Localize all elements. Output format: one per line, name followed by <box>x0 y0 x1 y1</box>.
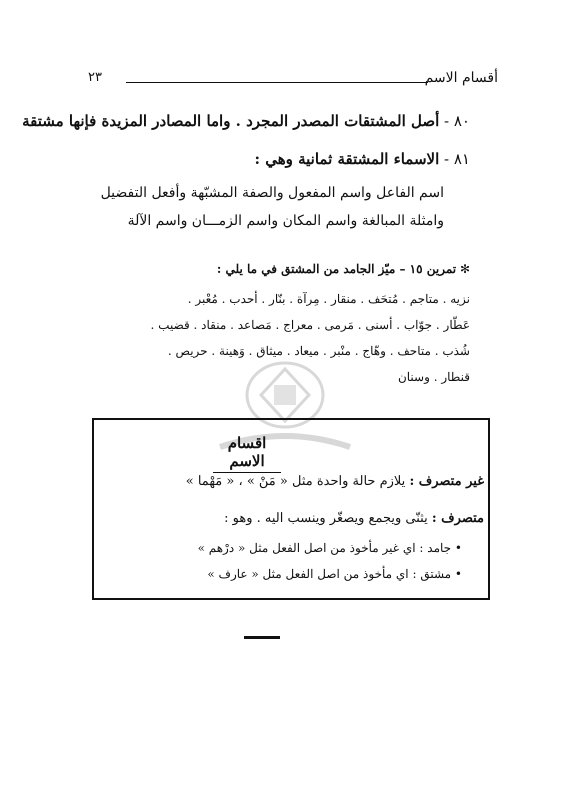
mushtaq-label: مشتق : <box>412 567 452 581</box>
section-80-number: ٨٠ - <box>444 112 470 130</box>
mutasarrif-label: متصرف : <box>431 511 484 526</box>
mushtaq-text: اي مأخوذ من اصل الفعل مثل « عارف » <box>207 567 409 581</box>
exercise-row: عَطّار . جوّاب . أسنى . مَرمى . معراج . مَصاعد . منقاد . قضيب . <box>150 318 470 332</box>
running-title: أقسام الاسم <box>424 70 498 86</box>
section-81-title: الاسماء المشتقة ثمانية وهي : <box>254 150 440 168</box>
exercise-heading-text: تمرين ١٥ – ميّز الجامد من المشتق في ما يلي : <box>216 262 457 276</box>
section-81-heading <box>254 150 470 168</box>
ghair-text: يلازم حالة واحدة مثل « مَنْ » ، « مَهْما » <box>185 474 406 489</box>
box-ghair-mutasarrif <box>186 474 484 489</box>
exercise-heading <box>217 262 470 276</box>
jamid-text: اي غير مأخوذ من اصل الفعل مثل « درْهم » <box>197 541 416 555</box>
box-jamid <box>198 541 462 555</box>
jamid-label: جامد : <box>419 541 452 555</box>
bullet-icon: • <box>454 567 462 581</box>
header-rule <box>126 82 428 83</box>
section-81-number: ٨١ - <box>444 150 470 168</box>
exercise-row: قنطار . وسنان <box>397 370 470 384</box>
page-header <box>88 70 498 92</box>
bullet-icon: • <box>454 541 462 555</box>
box-mutasarrif <box>224 511 484 526</box>
exercise-row: نزيه . متاجم . مُتحَف . منقار . مِرآة . بنّار . أحدب . مُعْبر . <box>187 292 470 306</box>
box-title: اقسام الاسم <box>213 434 281 473</box>
section-80-text: أصل المشتقات المصدر المجرد . واما المصادر المزيدة فإنها مشتقة <box>22 112 440 130</box>
mutasarrif-text: يثنّى ويجمع ويصغّر وينسب اليه . وهو : <box>224 511 428 526</box>
section-80 <box>22 112 470 130</box>
section-81-line1: اسم الفاعل واسم المفعول والصفة المشبّهة وأفعل التفضيل <box>100 185 444 201</box>
box-mushtaq <box>207 567 462 581</box>
page-number: ٢٣ <box>88 70 102 85</box>
ghair-label: غير متصرف : <box>409 474 484 489</box>
exercise-row: شُذب . متاحف . وهّاج . منْبر . ميعاد . ميثاق . وَهينة . حريص . <box>167 344 470 358</box>
section-81-line2: وامثلة المبالغة واسم المكان واسم الزمـــان واسم الآلة <box>127 213 444 229</box>
bottom-rule <box>244 636 280 639</box>
star-icon: ✻ <box>459 262 470 276</box>
